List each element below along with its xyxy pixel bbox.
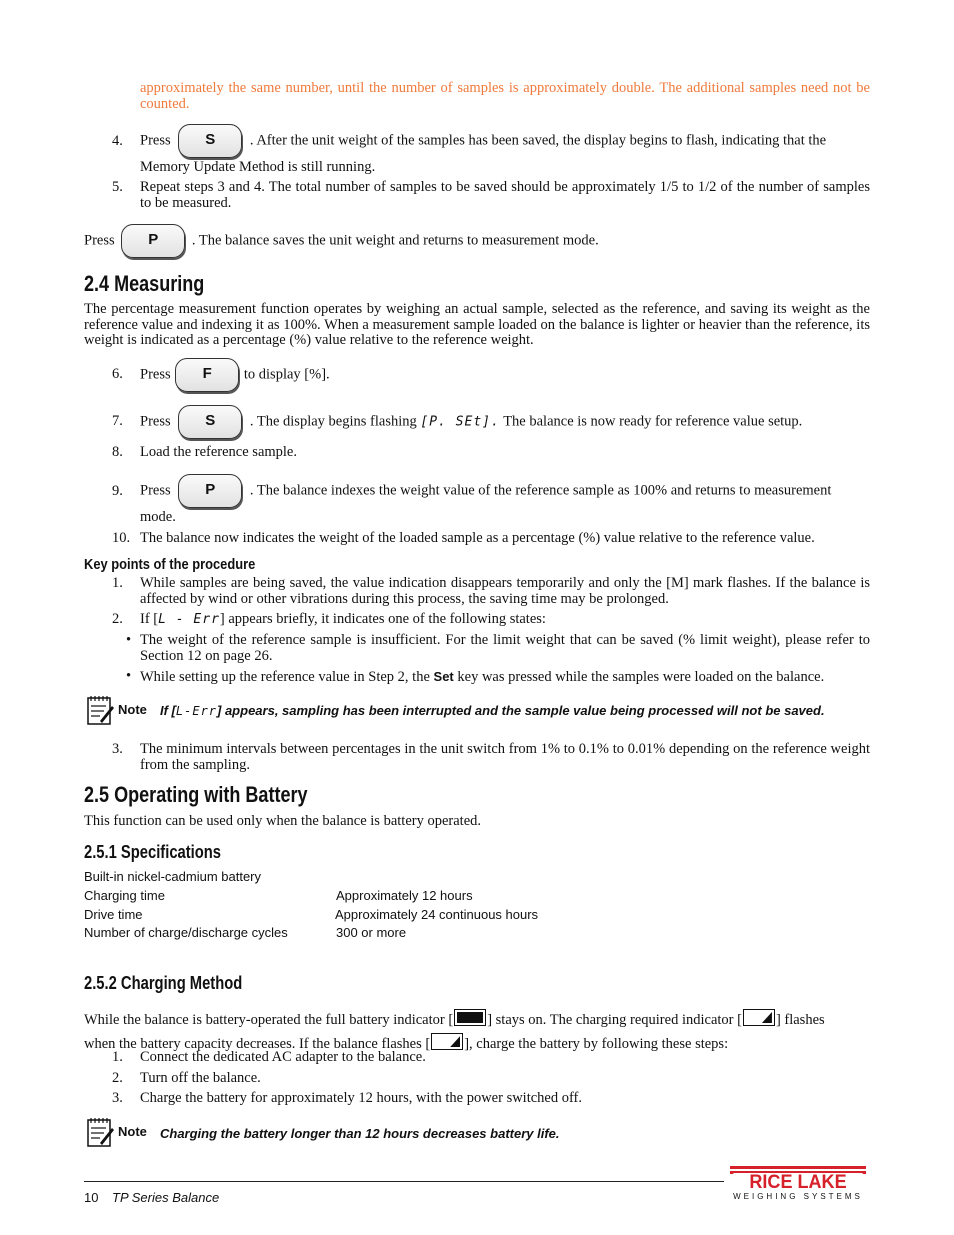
key-point-3: The minimum intervals between percentages in the unit switch from 1% to 0.1% to 0.01% depending on the reference weight from the sampling.: [140, 741, 870, 773]
step-number: 8.: [112, 444, 123, 460]
s-key-icon: S: [178, 124, 242, 158]
step-number: 6.: [112, 366, 123, 382]
spec-label: Charging time: [84, 888, 165, 903]
body-text: While the balance is battery-operated the full battery indicator [: [84, 1012, 454, 1028]
body-text: when the battery capacity decreases. If the balance flashes [: [84, 1036, 431, 1052]
body-text: ], charge the battery by following these steps:: [464, 1036, 729, 1052]
press-p-line: [84, 224, 599, 258]
step-4: [140, 124, 870, 158]
s-key-icon: S: [178, 405, 242, 439]
logo-subtext: WEIGHING SYSTEMS: [733, 1192, 863, 1201]
p-key-icon: P: [121, 224, 185, 258]
charge-step-3: Charge the battery for approximately 12 hours, with the power switched off.: [140, 1090, 583, 1106]
step-text: . After the unit weight of the samples has been saved, the display begins to flash, indicating that the: [249, 132, 827, 149]
spec-value: 300 or more: [336, 925, 407, 940]
step-text: to display [%].: [243, 366, 330, 383]
bullet-icon: •: [126, 668, 132, 684]
step-number: 3.: [112, 1090, 123, 1106]
spec-value: Approximately 24 continuous hours: [335, 907, 539, 922]
rice-lake-logo: [730, 1166, 868, 1204]
logo-stripe: [730, 1166, 866, 1169]
step-text-cont: mode.: [140, 509, 176, 525]
bullet-icon: •: [126, 632, 132, 648]
step-6: [140, 358, 330, 392]
step-5: Repeat steps 3 and 4. The total number of samples to be saved should be approximately 1/5 to 1/2 of the number of samples to be measured.: [140, 179, 870, 211]
display-readout: L - Err: [158, 612, 220, 627]
note-icon: [86, 1116, 112, 1146]
spec-label: Drive time: [84, 907, 143, 922]
low-battery-icon: [431, 1033, 463, 1050]
note-text-part: ] appears, sampling has been interrupted and the sample value being processed will not be saved.: [217, 703, 825, 718]
set-key-label: Set: [433, 669, 454, 684]
step-number: 7.: [112, 413, 123, 429]
full-battery-icon: [454, 1009, 486, 1026]
charge-step-1: Connect the dedicated AC adapter to the balance.: [140, 1049, 426, 1065]
continued-text: approximately the same number, until the number of samples is approximately double. The additional samples need not be counted.: [140, 80, 870, 112]
step-text: Press: [84, 232, 115, 249]
step-7: [140, 405, 802, 439]
footer-rule: [84, 1181, 724, 1182]
step-text: . The balance saves the unit weight and returns to measurement mode.: [191, 232, 599, 249]
step-number: 5.: [112, 179, 123, 195]
charging-line-1: [84, 1009, 884, 1029]
step-number: 1.: [112, 575, 123, 591]
section-heading-2-5-2: 2.5.2 Charging Method: [84, 973, 243, 993]
step-text: While setting up the reference value in Step 2, the: [140, 669, 434, 685]
step-text-cont: Memory Update Method is still running.: [140, 159, 376, 175]
note-text: [160, 703, 825, 720]
note-label: Note: [118, 702, 147, 717]
step-text: ] appears briefly, it indicates one of the following states:: [219, 611, 546, 627]
step-number: 1.: [112, 1049, 123, 1065]
step-text: key was pressed while the samples were loaded on the balance.: [453, 669, 825, 685]
step-number: 10.: [112, 530, 131, 546]
step-text: Press: [140, 366, 171, 383]
key-point-1: While samples are being saved, the value indication disappears temporarily and only the [M] mark flashes. If the balance is affected by wind or other vibrations during this process, the saving time may be prolonged.: [140, 575, 870, 607]
note-icon: [86, 694, 112, 724]
display-readout: [P. SEt].: [420, 414, 500, 430]
section-heading-2-4: 2.4 Measuring: [84, 271, 205, 296]
footer-title: TP Series Balance: [112, 1190, 220, 1205]
key-points-heading: Key points of the procedure: [84, 556, 256, 573]
f-key-icon: F: [175, 358, 239, 392]
bullet-2: [140, 669, 870, 686]
section-2-5-body: This function can be used only when the balance is battery operated.: [84, 813, 482, 829]
section-2-4-body: The percentage measurement function operates by weighing an actual sample, selected as the reference, and saving its weight as the reference value and indexing it as 100%. When a measurement sample loaded on the balance is lighter or heavier than the reference, its weight is indicated as a percentage (%) value relative to the reference weight.: [84, 301, 870, 348]
bullet-1: The weight of the reference sample is insufficient. For the limit weight that can be saved (% limit weight), please refer to Section 12 on page 26.: [140, 632, 870, 664]
step-number: 3.: [112, 741, 123, 757]
note-text: Charging the battery longer than 12 hours decreases battery life.: [160, 1126, 560, 1141]
charging-required-icon: [743, 1009, 775, 1026]
spec-label: Number of charge/discharge cycles: [84, 925, 288, 940]
step-text: . The display begins flashing: [249, 413, 421, 430]
step-text: Press: [140, 132, 171, 149]
body-text: ] stays on. The charging required indicator [: [487, 1012, 742, 1028]
step-10: The balance now indicates the weight of the loaded sample as a percentage (%) value relative to the reference value.: [140, 530, 815, 546]
note-label: Note: [118, 1124, 147, 1139]
step-number: 2.: [112, 611, 123, 627]
step-text: . The balance indexes the weight value of the reference sample as 100% and returns to measurement: [249, 482, 832, 499]
charge-step-2: Turn off the balance.: [140, 1070, 261, 1086]
step-text: Press: [140, 413, 171, 430]
body-text: ] flashes: [775, 1012, 825, 1028]
step-number: 2.: [112, 1070, 123, 1086]
battery-type: Built-in nickel-cadmium battery: [84, 869, 262, 884]
display-readout: L-Err: [175, 704, 218, 718]
logo-text: RICE LAKE: [733, 1173, 862, 1193]
section-heading-2-5-1: 2.5.1 Specifications: [84, 842, 222, 862]
step-9: [140, 474, 880, 508]
step-number: 9.: [112, 483, 123, 499]
note-text-part: If [: [160, 703, 176, 718]
step-text: Press: [140, 482, 171, 499]
step-8: Load the reference sample.: [140, 444, 297, 460]
step-text: If [: [140, 611, 159, 627]
page-number: 10: [84, 1190, 99, 1205]
spec-value: Approximately 12 hours: [336, 888, 473, 903]
step-number: 4.: [112, 133, 123, 149]
p-key-icon: P: [178, 474, 242, 508]
section-heading-2-5: 2.5 Operating with Battery: [84, 782, 308, 807]
step-text: The balance is now ready for reference value setup.: [499, 413, 803, 430]
key-point-2: [140, 612, 546, 628]
